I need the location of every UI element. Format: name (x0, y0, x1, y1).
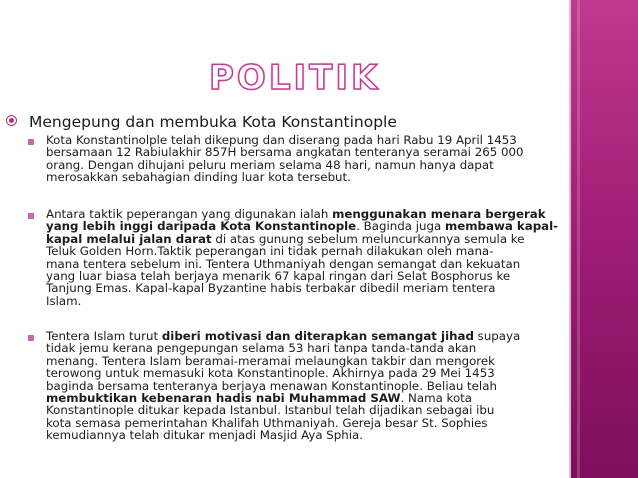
main-bullet (6, 112, 561, 132)
text-line: Islam. (46, 293, 82, 308)
decorative-side-panel (569, 0, 638, 478)
text-line: kota semasa pemerintahan Khalifah Uthmaniyah. Gereja besar St. Sophies (46, 415, 488, 430)
text-line: Kota Konstantinolple telah dikepung dan diserang pada hari Rabu 19 April 1453 (46, 133, 517, 147)
text-line: Tanjung Emas. Kapal-kapal Byzantine habis terbakar dibedil meriam tentera (46, 281, 496, 296)
bold-phrase: membuktikan kebenaran hadis nabi Muhammad SAW (46, 390, 401, 405)
text-line: merosakkan sebahagian dinding luar kota tersebut. (46, 170, 351, 185)
sub-bullet-3-text (46, 330, 561, 442)
bold-phrase: membawa kapal- (444, 219, 559, 234)
text-line: mana tentera sebelum ini. Tentera Uthmaniyah dengan semangat dan kekuatan (46, 256, 521, 271)
text-line: Antara taktik peperangan yang digunakan ialah menggunakan menara bergerak (46, 207, 546, 221)
bold-phrase: diberi motivasi dan diterapkan semangat jihad (161, 329, 474, 343)
text-line: orang. Dengan dihujani peluru meriam selama 48 hari, namun hanya dapat (46, 157, 494, 172)
text-line: menang. Tentera Islam beramai-meramai melaungkan takbir dan mengorek (46, 353, 495, 368)
main-bullet-text: Mengepung dan membuka Kota Konstantinople (29, 113, 397, 131)
circle-bullet-icon (6, 115, 17, 126)
text-line: kapal melalui jalan darat di atas gunung sebelum meluncurkannya semula ke (46, 231, 525, 246)
square-bullet-icon (28, 335, 34, 341)
sub-bullet-2-text (46, 208, 561, 307)
text-line: Teluk Golden Horn.Taktik peperangan ini tidak pernah dilakukan oleh mana- (46, 244, 494, 259)
slide-title: POLITIK (209, 58, 381, 98)
text-line: baginda bersama tenteranya berjaya menawan Konstantinople. Beliau telah (46, 378, 497, 393)
square-bullet-icon (28, 213, 34, 219)
text-line: yang luar biasa telah berjaya menarik 67 kapal ringan dari Selat Bosphorus ke (46, 268, 511, 283)
text-line: membuktikan kebenaran hadis nabi Muhammad SAW. Nama kota (46, 390, 473, 405)
square-bullet-icon (28, 139, 34, 145)
sub-bullet-1-text (46, 134, 561, 184)
bold-phrase: kapal melalui jalan darat (46, 231, 212, 246)
bold-phrase: yang lebih inggi daripada Kota Konstantinople (46, 219, 357, 234)
bold-phrase: menggunakan menara bergerak (332, 207, 546, 221)
text-line: Tentera Islam turut diberi motivasi dan diterapkan semangat jihad supaya (46, 329, 521, 343)
text-line: bersamaan 12 Rabiulakhir 857H bersama angkatan tenteranya seramai 265 000 (46, 145, 524, 160)
text-line: Konstantinople ditukar kepada Istanbul. Istanbul telah dijadikan sebagai ibu (46, 403, 495, 418)
text-line: yang lebih inggi daripada Kota Konstantinople. Baginda juga membawa kapal- (46, 219, 559, 234)
text-line: terowong untuk memasuki kota Konstantinople. Akhirnya pada 29 Mei 1453 (46, 366, 495, 381)
text-line: kemudiannya telah ditukar menjadi Masjid Aya Sphia. (46, 428, 364, 443)
text-line: tidak jemu kerana pengepungan selama 53 hari tanpa tanda-tanda akan (46, 341, 477, 356)
